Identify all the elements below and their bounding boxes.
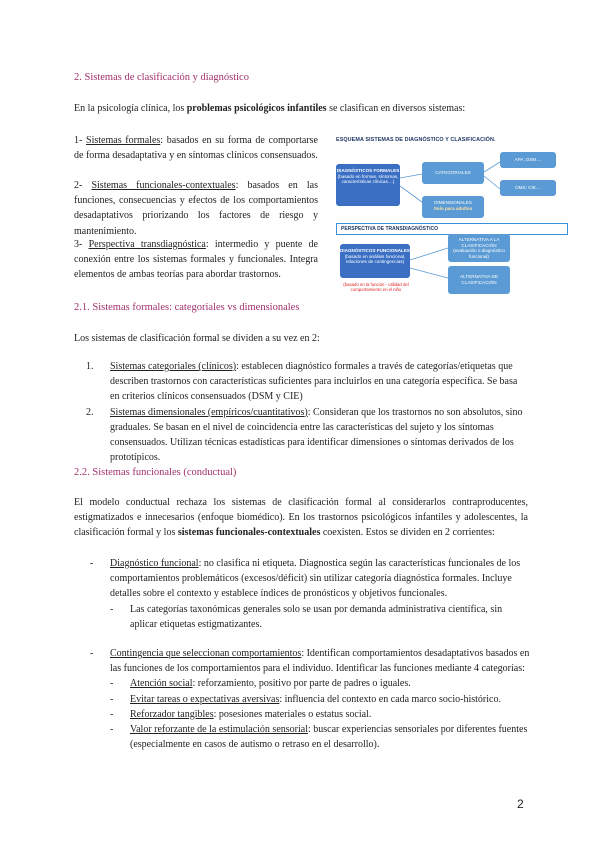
intro-text-end: se clasifican en diversos sistemas: [326,103,466,114]
intro-bold: problemas psicológicos infantiles [186,103,327,114]
subsection-intro: Los sistemas de clasificación formal se dividen a su vez en 2: [74,333,320,344]
page-number: 2 [517,797,524,811]
contingency-item: - Contingencia que seleccionan comportamientos: Identifican comportamientos desadaptativos basados en las funciones de los comportamientos para el individuo. Identificar las funciones mediante 4 categorías: - Atención social: reforzamiento, positivo por parte de padres o iguales. - Evitar tareas o expectativas aversivas: influencia del contexto en cada marco socio-histórico. - Reforzador tangibles: posesiones materiales o estatus social. - Valor reforzante de la estimulación sensorial: buscar experiencias sensoriales por diferentes fuentes (especialmente en casos de autismo o retraso en el desarrollo). [90,646,530,752]
subsection-title-2-2: 2.2. Sistemas funcionales (conductual) [74,467,237,478]
sub-list-item: - Reforzador tangibles: posesiones materiales o estatus social. [110,708,372,720]
sub-list-item: - Valor reforzante de la estimulación sensorial: buscar experiencias sensoriales por diferentes fuentes (especialmente en casos de autismo o retraso en el desarrollo). [110,723,528,751]
system-term: Perspectiva transdiagnóstica [88,239,206,250]
formal-systems-list [86,359,528,465]
dimensional-box: DIMENSIONALES Solo para adultos [422,196,484,218]
sub-list-item: - Evitar tareas o expectativas aversivas: influencia del contexto en cada marco socio-histórico. [110,693,501,705]
section-title: 2. Sistemas de clasificación y diagnóstico [74,72,249,83]
system-item-2: 2- Sistemas funcionales-contextuales: basados en las funciones, consecuencias y efectos de los comportamientos desadaptativos priorizando los factores de riesgo y mantenimiento. [74,180,318,237]
sub-list-item: - Atención social: reforzamiento, positivo por parte de padres o iguales. [110,678,411,690]
formal-diagnosis-box: DIAGNÓSTICOS FORMALES (basado en formas, síntomas, características clínicas....) [336,164,400,206]
subsection-title-2-1: 2.1. Sistemas formales: categoriales vs dimensionales [74,302,300,313]
intro-text: En la psicología clínica, los [74,103,187,114]
system-term: Sistemas funcionales-contextuales [91,180,236,191]
section-intro [74,101,534,116]
classification-diagram [330,134,570,304]
functional-diagnosis-item: - Diagnóstico funcional: no clasifica ni etiqueta. Diagnostica según las características funcionales de los comportamientos problemáticos (excesos/déficit) sin utilizar categoría diagnóstica formales. Incluye detalles sobre el contexto y establece índices de pronósticos y objetivos funcionales. - Las categorías taxonómicas generales solo se usan por demanda administrativa científica, sin aplicar etiquetas estigmatizantes. [90,556,530,632]
functional-paragraph: El modelo conductual rechaza los sistemas de clasificación formal al considerarlos contraproducentes, estigmatizados e innecesarios (enfoque biomédico). En los trastornos psicológicos infantiles y adolescentes, la clasificación formal y los sistemas funcionales-contextuales coexisten. Estos se dividen en 2 corrientes: [74,497,528,539]
functional-note: (basado en la función - utilidad del comportamiento en el niño [343,282,409,293]
list-item: 2. Sistemas dimensionales (empíricos/cuantitativos): Consideran que los trastornos no son absolutos, sino graduales. Se basan en el nivel de coincidencia entre las características del sujeto y los síntomas consensuados. Utilizan técnicas estadísticas para identificar dimensiones o síntomas derivados de los prototípicos. [86,406,523,464]
system-item-3: 3- Perspectiva transdiagnóstica: intermedio y puente de conexión entre los sistemas formales y funcionales. Integra elementos de ambas teorías para abordar trastornos. [74,239,318,281]
list-item: 1. Sistemas categoriales (clínicos): establecen diagnóstico formales a través de categorías/etiquetas que describen trastornos con características suficientes para incluirlos en una categoría específica. Se basa en criterios clínicos consensuados (DSM y CIE) [86,361,518,403]
sub-list-item: - Las categorías taxonómicas generales solo se usan por demanda administrativa científica, sin aplicar etiquetas estigmatizantes. [110,603,503,630]
apa-dsm-box: APA: DSM.... [500,152,556,168]
system-term: Sistemas formales [86,135,161,146]
oms-cie-box: OMS: CIE.... [500,180,556,196]
diagram-title: ESQUEMA SISTEMAS DE DIAGNÓSTICO Y CLASIFICACIÓN. [336,137,496,143]
system-item-1: 1- Sistemas formales: basados en su forma de comportarse de forma desadaptativa y en síntomas clínicos consensuados. [74,135,318,162]
transdiagnostic-bar: PERSPECTIVA DE TRANSDIAGNÓSTICO [336,223,568,235]
alternative-classification-box: ALTERNATIVA A LA CLASIFICACIÓN (evaluación o diagnóstico funcional) [448,234,510,262]
classification-alternative-box: ALTERNATIVA DE CLASIFICACIÓN [448,266,510,294]
categorical-box: CATEGORIALES [422,162,484,184]
functional-diagnosis-box: DIAGNÓSTICOS FUNCIONALES (basado en análisis funcional, relaciones de contingencias) [340,244,410,278]
